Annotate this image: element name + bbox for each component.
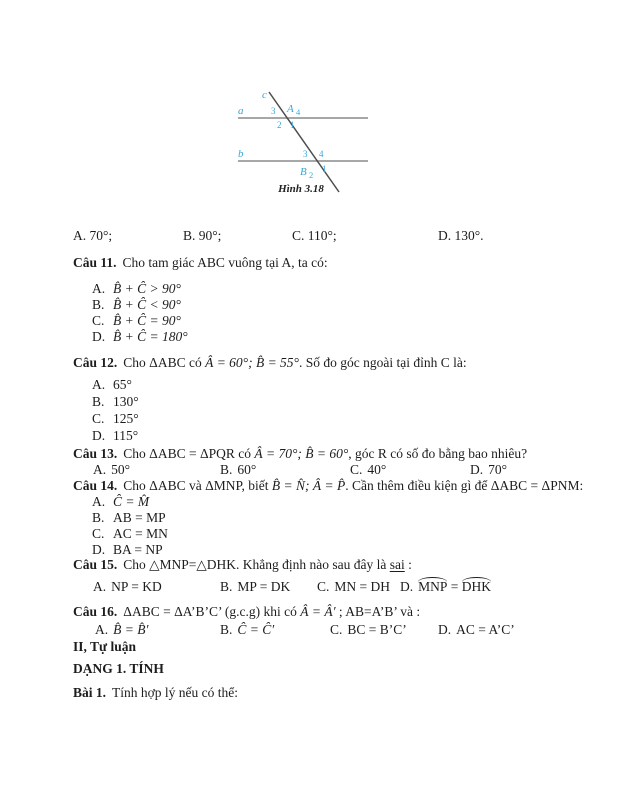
option-text: B̂ + Ĉ = 180° — [113, 329, 188, 344]
option-text: 60° — [237, 462, 257, 477]
option-d — [92, 427, 139, 444]
option-text: 115° — [113, 428, 139, 443]
point-a-label: A — [287, 103, 294, 115]
option-text: MN = DH — [334, 579, 391, 594]
option-letter: A. — [92, 281, 106, 296]
option-c — [92, 410, 139, 427]
option-a — [93, 462, 130, 478]
option-d-angle-equality — [400, 579, 491, 595]
stem-suffix: ; AB=A’B’ và : — [335, 604, 421, 619]
option-letter: A. — [95, 622, 109, 637]
figure-hinh-3-18 — [225, 82, 385, 200]
question-11-label: Câu 11. — [73, 255, 117, 270]
bai-1-label: Bài 1. — [73, 685, 107, 700]
option-c — [330, 622, 407, 638]
option-text: AC = MN — [113, 526, 168, 541]
stem-suffix: , góc R có số đo bằng bao nhiêu? — [348, 446, 528, 461]
question-14-stem — [73, 478, 583, 494]
option-text: AC = A’C’ — [456, 622, 515, 637]
option-letter: D. — [470, 462, 484, 477]
option-text: B̂ = B̂′ — [113, 622, 149, 637]
option-b — [220, 579, 290, 595]
option-c — [317, 579, 390, 595]
stem-math: Â = Â′ — [300, 604, 336, 619]
option-letter: B. — [92, 510, 105, 525]
angle-b1-label: 1 — [322, 164, 327, 174]
answer-option-b: B. 90°; — [183, 228, 222, 243]
option-letter: D. — [92, 428, 106, 443]
question-16-stem — [73, 604, 420, 620]
option-letter: C. — [350, 462, 363, 477]
option-text: 50° — [111, 462, 131, 477]
answer-option-a: A. 70°; — [73, 228, 113, 243]
option-letter: B. — [92, 297, 105, 312]
angle-a2-label: 2 — [277, 120, 282, 130]
question-13-stem — [73, 446, 527, 462]
option-c — [350, 462, 386, 478]
option-letter: B. — [220, 579, 233, 594]
section-2-heading: II, Tự luận — [73, 639, 137, 654]
widehat-mnp: MNP — [418, 579, 448, 594]
question-13-label: Câu 13. — [73, 446, 118, 461]
option-d — [470, 462, 507, 478]
question-12-label: Câu 12. — [73, 355, 118, 370]
line-a-label: a — [238, 105, 244, 117]
option-a — [95, 622, 148, 638]
stem-prefix: Cho △MNP=△DHK. Khẳng định nào sau đây là — [123, 557, 390, 572]
question-16-label: Câu 16. — [73, 604, 118, 619]
point-b-label: B — [300, 166, 307, 178]
option-a — [92, 376, 139, 393]
option-letter: B. — [220, 622, 233, 637]
option-a — [92, 281, 188, 297]
option-letter: B. — [92, 394, 105, 409]
question-11-options — [92, 281, 188, 345]
angle-b3-label: 3 — [303, 149, 308, 159]
stem-prefix: Cho ΔABC và ΔMNP, biết — [123, 478, 272, 493]
option-text: 130° — [113, 394, 139, 409]
angle-b4-label: 4 — [319, 149, 324, 159]
option-a — [93, 579, 162, 595]
option-text: B̂ + Ĉ < 90° — [113, 297, 181, 312]
figure-caption: Hình 3.18 — [278, 183, 324, 195]
angle-b2-label: 2 — [309, 170, 314, 180]
dang-1-heading: DẠNG 1. TÍNH — [73, 661, 164, 676]
option-b — [92, 297, 188, 313]
option-text: MP = DK — [237, 579, 291, 594]
option-text: BA = NP — [113, 542, 163, 557]
option-text: 125° — [113, 411, 139, 426]
option-letter: C. — [330, 622, 343, 637]
option-b — [220, 462, 256, 478]
bai-1-text: Tính hợp lý nếu có thể: — [112, 685, 239, 700]
option-a — [92, 494, 168, 510]
stem-suffix: . Số đo góc ngoài tại đỉnh C là: — [298, 355, 467, 370]
option-letter: D. — [400, 579, 414, 594]
option-text: 70° — [488, 462, 508, 477]
option-letter: C. — [317, 579, 330, 594]
option-letter: D. — [92, 329, 106, 344]
question-15-label: Câu 15. — [73, 557, 118, 572]
angle-a3-label: 3 — [271, 106, 276, 116]
answer-option-c: C. 110°; — [292, 228, 337, 243]
line-b-label: b — [238, 148, 244, 160]
angle-a4-label: 4 — [296, 107, 301, 117]
line-c-label: c — [262, 89, 267, 101]
option-text: B̂ + Ĉ = 90° — [113, 313, 181, 328]
stem-suffix: : — [404, 557, 412, 572]
angle-a1-label: 1 — [290, 120, 295, 130]
option-d — [92, 542, 168, 558]
option-d — [438, 622, 515, 638]
option-letter: A. — [93, 579, 107, 594]
bai-1-line — [73, 685, 238, 701]
question-12-stem — [73, 355, 467, 371]
option-b — [92, 510, 168, 526]
option-b — [220, 622, 274, 638]
question-14-label: Câu 14. — [73, 478, 118, 493]
option-letter: C. — [92, 411, 105, 426]
stem-prefix: ΔABC = ΔA’B’C’ (g.c.g) khi có — [123, 604, 301, 619]
option-c — [92, 526, 168, 542]
option-letter: B. — [220, 462, 233, 477]
option-b — [92, 393, 139, 410]
equals-sign: = — [447, 579, 462, 594]
question-12-options — [92, 376, 139, 444]
stem-math: B̂ = N̂; Â = P̂ — [271, 478, 346, 493]
stem-prefix: Cho ΔABC có — [123, 355, 206, 370]
option-letter: D. — [92, 542, 106, 557]
question-15-stem — [73, 557, 412, 573]
widehat-dhk: DHK — [461, 579, 492, 594]
question-11-stem — [73, 255, 328, 271]
option-c — [92, 313, 188, 329]
question-11-text: Cho tam giác ABC vuông tại A, ta có: — [122, 255, 328, 270]
option-d — [92, 329, 188, 345]
stem-underlined-word: sai — [389, 557, 405, 572]
option-text: NP = KD — [111, 579, 162, 594]
option-text: Ĉ = M̂ — [113, 494, 150, 509]
option-text: Ĉ = Ĉ′ — [237, 622, 275, 637]
option-text: 40° — [367, 462, 387, 477]
option-letter: D. — [438, 622, 452, 637]
option-text: B̂ + Ĉ > 90° — [113, 281, 181, 296]
question-14-options — [92, 494, 168, 558]
answer-option-d: D. 130°. — [438, 228, 484, 243]
option-text: 65° — [113, 377, 132, 392]
stem-math: Â = 60°; B̂ = 55° — [205, 355, 299, 370]
option-text: AB = MP — [113, 510, 166, 525]
option-letter: A. — [92, 494, 106, 509]
option-text: BC = B’C’ — [347, 622, 407, 637]
option-letter: C. — [92, 526, 105, 541]
option-letter: A. — [93, 462, 107, 477]
stem-math: Â = 70°; B̂ = 60° — [254, 446, 349, 461]
stem-suffix: . Cần thêm điều kiện gì để ΔABC = ΔPNM: — [345, 478, 584, 493]
option-letter: A. — [92, 377, 106, 392]
stem-prefix: Cho ΔABC = ΔPQR có — [123, 446, 255, 461]
option-letter: C. — [92, 313, 105, 328]
